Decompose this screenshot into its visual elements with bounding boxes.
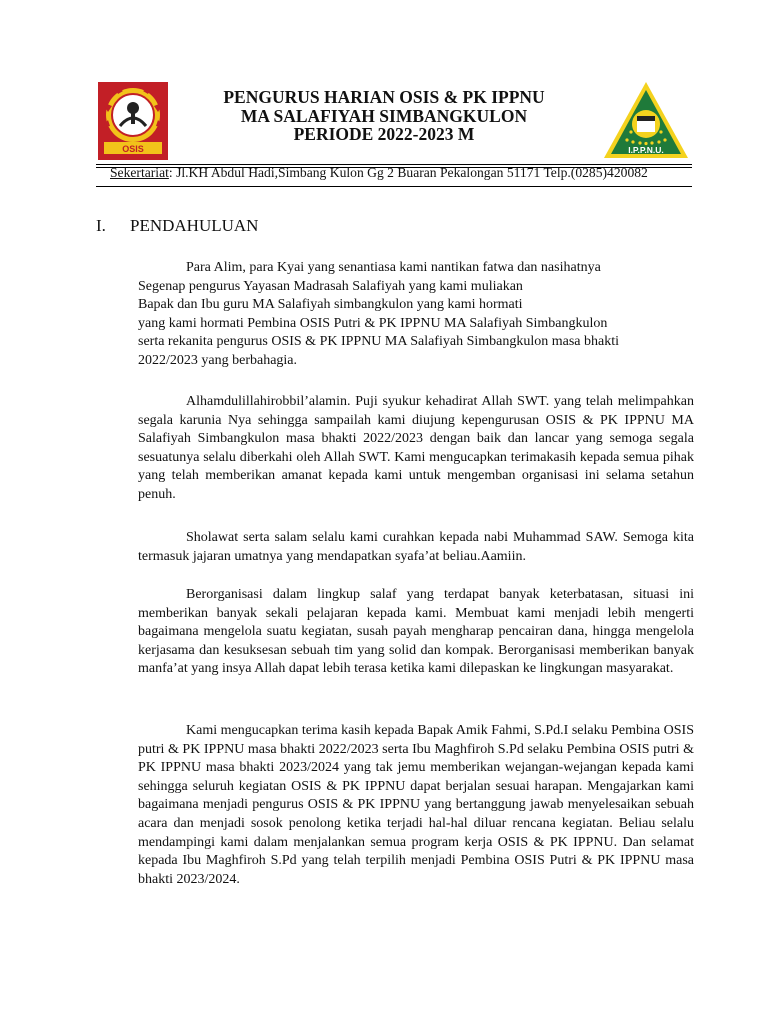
section-heading bbox=[96, 216, 258, 236]
svg-text:I.P.P.N.U.: I.P.P.N.U. bbox=[628, 145, 664, 155]
section-number: I. bbox=[96, 216, 106, 235]
greeting-line: Bapak dan Ibu guru MA Salafiyah simbangkulon yang kami hormati bbox=[138, 297, 523, 313]
secretariat-address bbox=[110, 165, 648, 181]
greeting-line: yang kami hormati Pembina OSIS Putri & PK IPPNU MA Salafiyah Simbangkulon bbox=[138, 315, 608, 331]
header-rule-bottom bbox=[96, 186, 692, 187]
svg-text:OSIS: OSIS bbox=[122, 144, 144, 154]
school-name-line: MA SALAFIYAH SIMBANGKULON bbox=[240, 105, 528, 126]
secretariat-label: Sekertariat bbox=[110, 165, 169, 180]
paragraph: Sholawat serta salam selalu kami curahkan kepada nabi Muhammad SAW. Semoga kita termasuk jajaran umatnya yang mendapatkan syafa’at beliau.Aamiin. bbox=[138, 530, 694, 564]
period-line: PERIODE 2022-2023 M bbox=[293, 124, 475, 144]
org-name-line: PENGURUS HARIAN OSIS & PK IPPNU bbox=[223, 87, 545, 107]
letterhead-title bbox=[170, 88, 598, 144]
greeting-line: 2022/2023 yang berbahagia. bbox=[138, 352, 298, 368]
paragraph: Alhamdulillahirobbil’alamin. Puji syukur kehadirat Allah SWT. yang telah melimpahkan segala karunia Nya sehingga sampailah kami diujung kepengurusan OSIS & PK IPPNU MA Salafiyah Simbangkulon masa bhakti 2022/2023 dengan baik dan lancar yang semoga segala sesuatunya selalu diberkahi oleh Allah SWT. Kami mengucapkan terimakasih kepada semua pihak yang telah memberikan amanat kepada kami untuk mengemban organisasi ini selama setahun penuh. bbox=[138, 394, 694, 502]
paragraph: Kami mengucapkan terima kasih kepada Bapak Amik Fahmi, S.Pd.I selaku Pembina OSIS putri & PK IPPNU masa bhakti 2022/2023 serta Ibu Maghfiroh S.Pd selaku Pembina OSIS putri & PK IPPNU masa bhakti 2023/2024 yang tak jemu memberikan wejangan-wejangan kepada kami sehingga seluruh kegiatan OSIS & PK IPPNU dapat berjalan sesuai harapan. Mengajarkan kami bagaimana menjadi pengurus OSIS & PK IPPNU yang bertanggung jawab menyelesaikan sebuah acara dan menjadi sosok penolong ketika terjadi hal-hal diluar rencana kegiatan. Beliau selalu mendampingi kami dalam menjalankan semua program kerja OSIS & PK IPPNU. Dan selamat kepada Ibu Maghfiroh S.Pd yang telah terpilih menjadi Pembina OSIS Putri & PK IPPNU masa bhakti 2023/2024. bbox=[138, 723, 694, 887]
ippnu-logo bbox=[600, 80, 692, 160]
osis-logo bbox=[98, 82, 168, 160]
secretariat-text: : Jl.KH Abdul Hadi,Simbang Kulon Gg 2 Buaran Pekalongan 51171 Telp.(0285)420082 bbox=[168, 165, 648, 180]
paragraph: Berorganisasi dalam lingkup salaf yang terdapat banyak keterbatasan, situasi ini memberikan banyak sekali pelajaran kepada kami. Membuat kami menjadi lebih mengerti bagaimana mengelola suatu kegiatan, susah payah mengharap pencairan dana, hingga mengelola kerjasama dan kesuksesan sebuah tim yang solid dan kompak. Berorganisasi memberikan banyak manfa’at yang insya Allah dapat lebih terasa ketika kami dilepaskan ke lingkungan masyarakat. bbox=[138, 587, 694, 677]
section-title: PENDAHULUAN bbox=[130, 216, 259, 235]
greeting-line: serta rekanita pengurus OSIS & PK IPPNU MA Salafiyah Simbangkulon masa bhakti bbox=[138, 334, 620, 350]
greeting-block bbox=[138, 259, 694, 371]
greeting-line: Segenap pengurus Yayasan Madrasah Salafiyah yang kami muliakan bbox=[138, 278, 523, 294]
greeting-line: Para Alim, para Kyai yang senantiasa kami nantikan fatwa dan nasihatnya bbox=[186, 260, 601, 275]
